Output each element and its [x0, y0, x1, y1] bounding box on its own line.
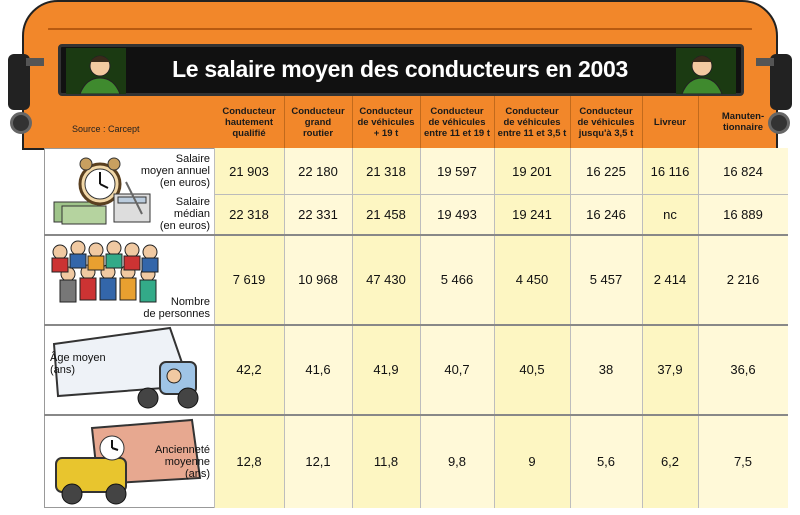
column-header-line: Manuten- [721, 111, 765, 122]
left-wheel-icon [10, 112, 32, 134]
table-cell: 5 457 [589, 271, 623, 287]
page-title: Le salaire moyen des conducteurs en 2003 [172, 56, 628, 82]
driver-left-icon [66, 48, 126, 94]
table-cell: 19 597 [437, 163, 477, 179]
table-cell: 5 466 [440, 271, 474, 287]
column-header [352, 96, 420, 148]
column-header-text [577, 106, 634, 139]
column-header-line: de véhicules [503, 116, 561, 128]
column-header-text [424, 106, 490, 139]
table-cell: 22 331 [298, 206, 338, 222]
table-cell: 12,1 [305, 453, 331, 469]
table-cell: 19 201 [512, 163, 552, 179]
column-header-line: Conducteur [222, 105, 276, 117]
table-cell: 22 318 [229, 206, 269, 222]
table-cell: 6,2 [660, 453, 680, 469]
column-header [420, 96, 494, 148]
row-label-anciennete: Ancienneté moyenne (ans) [154, 444, 210, 480]
table-cell: 11,8 [373, 453, 399, 469]
row-label-nombre: Nombre de personnes [143, 296, 210, 320]
table-cell: 16 889 [723, 206, 763, 222]
source-note: Source : Carcept [72, 124, 140, 134]
table-cell: 42,2 [236, 361, 262, 377]
column-header-divider [570, 96, 571, 148]
column-header-text [498, 106, 567, 139]
table-cell: 7,5 [733, 453, 753, 469]
column-header-line: routier [302, 127, 334, 139]
column-header-text [357, 106, 414, 139]
table-cell: 40,7 [444, 361, 470, 377]
column-header-text [654, 117, 686, 128]
cab-roof [48, 2, 752, 30]
table-cell: nc [663, 206, 677, 222]
column-header-divider [420, 96, 421, 148]
column-header-text [291, 106, 344, 139]
column-header-divider [494, 96, 495, 148]
table-cell: 38 [598, 361, 614, 377]
table-cell: 21 458 [366, 206, 406, 222]
table-cell: 22 180 [298, 163, 338, 179]
column-header-line: entre 11 et 19 t [423, 127, 490, 139]
table-cell: 16 116 [650, 163, 690, 179]
column-header-line: jusqu'à 3,5 t [578, 127, 634, 139]
column-header-line: de véhicules [577, 116, 635, 128]
column-header [642, 96, 698, 148]
column-header-line: + 19 t [373, 127, 399, 139]
row-label-salaire-median: Salaire médian (en euros) [159, 196, 210, 232]
column-header-line: Livreur [653, 116, 687, 128]
column-header-line: entre 11 et 3,5 t [497, 127, 567, 139]
table-cell: 21 903 [229, 163, 269, 179]
table-cell: 41,6 [305, 361, 331, 377]
column-header [698, 96, 788, 148]
column-header-line: Conducteur [505, 105, 559, 117]
table-cell: 9,8 [447, 453, 467, 469]
row-label-age: Âge moyen (ans) [50, 352, 106, 376]
column-header [214, 96, 284, 148]
column-header-line: grand [304, 116, 332, 128]
table-cell: 7 619 [232, 271, 266, 287]
driver-right-icon [676, 48, 736, 94]
column-header-text [722, 111, 764, 133]
table-cell: 40,5 [519, 361, 545, 377]
table-cell: 4 450 [515, 271, 549, 287]
column-header-line: Conducteur [291, 105, 345, 117]
column-header-text [222, 106, 275, 139]
table-cell: 5,6 [596, 453, 616, 469]
table-cell: 41,9 [373, 361, 399, 377]
column-header-divider [698, 96, 699, 148]
table-cell: 2 414 [653, 271, 687, 287]
column-header [494, 96, 570, 148]
table-cell: 16 225 [586, 163, 626, 179]
column-header-line: Conducteur [579, 105, 633, 117]
column-header-divider [352, 96, 353, 148]
column-header-divider [642, 96, 643, 148]
right-mirror-arm [756, 58, 774, 66]
column-header-divider [284, 96, 285, 148]
column-header [570, 96, 642, 148]
table-cell: 37,9 [657, 361, 683, 377]
table-cell: 19 241 [512, 206, 552, 222]
table-cell: 36,6 [730, 361, 756, 377]
table-cell: 16 824 [723, 163, 763, 179]
table-cell: 12,8 [236, 453, 262, 469]
column-header [284, 96, 352, 148]
row-label-salaire-moyen: Salaire moyen annuel (en euros) [140, 153, 210, 189]
column-header-line: hautement [224, 116, 274, 128]
table-cell: 2 216 [726, 271, 760, 287]
column-header-line: Conducteur [430, 105, 484, 117]
column-header-line: qualifié [232, 127, 266, 139]
left-mirror-arm [26, 58, 44, 66]
column-header-line: de véhicules [428, 116, 486, 128]
table-cell: 16 246 [586, 206, 626, 222]
table-cell: 9 [528, 453, 536, 469]
table-cell: 47 430 [366, 271, 406, 287]
column-header-line: de véhicules [357, 116, 415, 128]
column-header-line: Conducteur [359, 105, 413, 117]
table-cell: 19 493 [437, 206, 477, 222]
column-header-line: tionnaire [722, 122, 764, 133]
table-cell: 21 318 [366, 163, 406, 179]
table-cell: 10 968 [298, 271, 338, 287]
